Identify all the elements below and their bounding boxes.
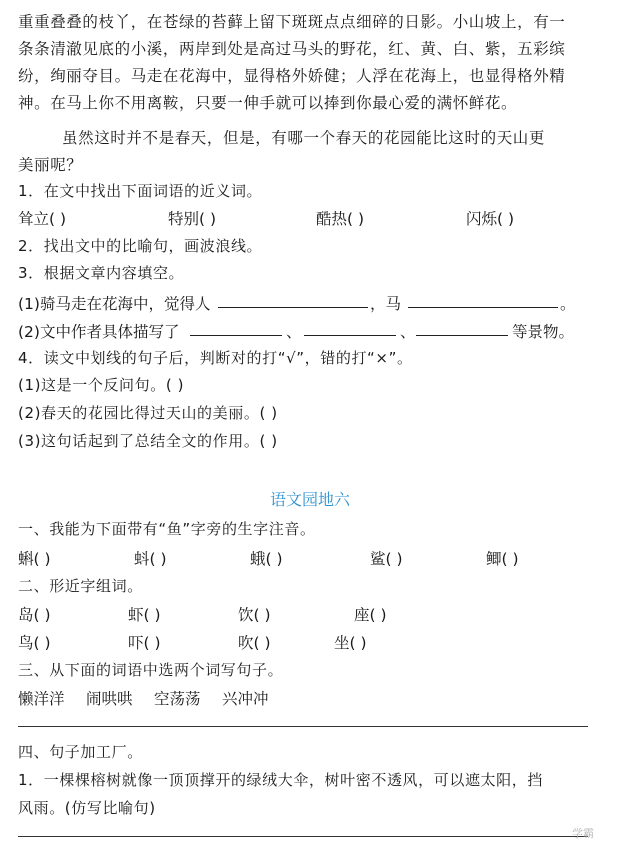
q1-item-4[interactable]: 闪烁( ) bbox=[466, 210, 515, 228]
s2-prompt: 二、形近字组词。 bbox=[18, 577, 143, 595]
q3-line1-text-a: (1)骑马走在花海中，觉得人 bbox=[18, 295, 211, 313]
passage-line-3: 纷，绚丽夺目。马走在花海中，显得格外娇健；人浮在花海上，也显得格外精 bbox=[18, 67, 566, 85]
q3-line1-text-c: 。 bbox=[560, 295, 576, 313]
q4-item-2[interactable]: (2)春天的花园比得过天山的美丽。( ) bbox=[18, 404, 278, 422]
passage-line-1: 重重叠叠的枝丫，在苍绿的苔藓上留下斑斑点点细碎的日影。小山坡上，有一 bbox=[18, 13, 566, 31]
s1-item-1[interactable]: 蝌( ) bbox=[18, 550, 51, 568]
s2-row2-item-2[interactable]: 吓( ) bbox=[128, 634, 161, 652]
s2-row2-item-1[interactable]: 鸟( ) bbox=[18, 634, 51, 652]
s1-item-2[interactable]: 蚪( ) bbox=[134, 550, 167, 568]
s4-prompt: 四、句子加工厂。 bbox=[18, 743, 143, 761]
s3-word-4: 兴冲冲 bbox=[222, 690, 269, 708]
passage-para2-line-1: 虽然这时并不是春天，但是，有哪一个春天的花园能比这时的天山更 bbox=[62, 129, 546, 147]
s3-word-3: 空荡荡 bbox=[154, 690, 201, 708]
s1-item-3[interactable]: 蛾( ) bbox=[250, 550, 283, 568]
s3-word-2: 闹哄哄 bbox=[86, 690, 133, 708]
s4-item1-line-1: 1．一棵棵榕树就像一顶顶撑开的绿绒大伞，树叶密不透风，可以遮太阳，挡 bbox=[18, 771, 543, 789]
s3-word-1: 懒洋洋 bbox=[18, 690, 65, 708]
passage-line-2: 条条清澈见底的小溪，两岸到处是高过马头的野花，红、黄、白、紫，五彩缤 bbox=[18, 40, 566, 58]
q4-prompt: 4．读文中划线的句子后，判断对的打“√”，错的打“×”。 bbox=[18, 349, 413, 367]
s4-item1-line-2: 风雨。(仿写比喻句) bbox=[18, 799, 156, 817]
s1-item-5[interactable]: 鲫( ) bbox=[486, 550, 519, 568]
passage-line-4: 神。在马上你不用离鞍，只要一伸手就可以捧到你最心爱的满怀鲜花。 bbox=[18, 94, 518, 112]
s2-row1-item-2[interactable]: 虾( ) bbox=[128, 606, 161, 624]
s2-row2-item-3[interactable]: 吹( ) bbox=[238, 634, 271, 652]
section-title: 语文园地六 bbox=[269, 490, 350, 509]
s2-row2-item-4[interactable]: 坐( ) bbox=[334, 634, 367, 652]
q3-blank-2[interactable] bbox=[408, 292, 558, 310]
q3-line2-sep-2: 、 bbox=[400, 323, 416, 341]
q3-line2-text-a: (2)文中作者具体描写了 bbox=[18, 323, 180, 341]
s3-answer-line[interactable] bbox=[18, 726, 588, 727]
q3-blank-1[interactable] bbox=[218, 292, 368, 310]
s1-prompt: 一、我能为下面带有“鱼”字旁的生字注音。 bbox=[18, 520, 316, 538]
s2-row1-item-4[interactable]: 座( ) bbox=[354, 606, 387, 624]
q1-item-2[interactable]: 特别( ) bbox=[168, 210, 217, 228]
q3-blank-4[interactable] bbox=[304, 320, 396, 338]
q4-item-1[interactable]: (1)这是一个反问句。( ) bbox=[18, 376, 185, 394]
q2-prompt: 2．找出文中的比喻句，画波浪线。 bbox=[18, 237, 263, 255]
q1-item-1[interactable]: 耸立( ) bbox=[18, 210, 67, 228]
q3-line1-text-b: ，马 bbox=[370, 295, 402, 313]
s4-answer-line[interactable] bbox=[18, 836, 588, 837]
q3-blank-5[interactable] bbox=[416, 320, 508, 338]
passage-para2-line-2: 美丽呢？ bbox=[18, 156, 83, 174]
q1-prompt: 1．在文中找出下面词语的近义词。 bbox=[18, 182, 263, 200]
watermark: 学霸 bbox=[572, 827, 594, 840]
s3-prompt: 三、从下面的词语中选两个词写句子。 bbox=[18, 661, 284, 679]
s1-item-4[interactable]: 鲨( ) bbox=[370, 550, 403, 568]
q1-item-3[interactable]: 酷热( ) bbox=[316, 210, 365, 228]
s2-row1-item-1[interactable]: 岛( ) bbox=[18, 606, 51, 624]
q4-item-3[interactable]: (3)这句话起到了总结全文的作用。( ) bbox=[18, 432, 278, 450]
s2-row1-item-3[interactable]: 饮( ) bbox=[238, 606, 271, 624]
q3-line2-end: 等景物。 bbox=[512, 323, 575, 341]
q3-prompt: 3．根据文章内容填空。 bbox=[18, 264, 185, 282]
q3-blank-3[interactable] bbox=[190, 320, 282, 338]
q3-line2-sep-1: 、 bbox=[286, 323, 302, 341]
